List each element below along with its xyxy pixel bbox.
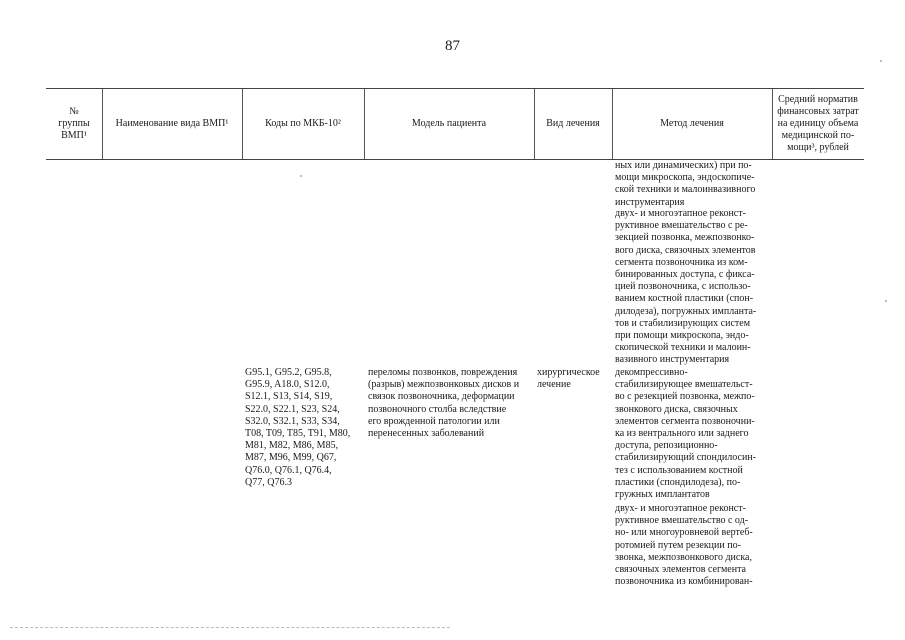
header-treatment-type: Вид лечения [546,118,600,129]
scan-speck [880,60,882,62]
scan-artifact-line [10,627,450,628]
scan-speck [300,175,302,177]
method-cell: двух- и многоэтапное реконст- руктивное вмешательство с од- но- или многоуровневой вертеб- ротомией путем резекции по- звонка, межпозвонкового диска, связочных элементов сегмента позвоночника из комбинирован- [615,503,753,588]
header-avg-cost: Средний норматив финансовых затрат на единицу объема медицинской по-мощи³, рублей [777,94,859,153]
header-patient-model: Модель пациента [411,118,487,129]
header-treatment-method: Метод лечения [660,118,724,129]
method-cell: ных или динамических) при по- мощи микроскопа, эндоскопиче- ской техники и малоинвазивного инструментария [615,160,756,208]
vmp-table [46,88,864,640]
method-cell: декомпрессивно- стабилизирующее вмешательст- во с резекцией позвонка, межпо- звонкового диска, связочных элементов сегмента позвоночни- ка из вентрального или заднего доступа, репозиционно- стабилизирующий спондилосин- тез с использованием костной пластики (спондилодеза), по- гружных имплантатов [615,367,756,501]
header-vmp-name: Наименование вида ВМП¹ [115,118,229,129]
scan-speck [885,300,887,302]
table-header [46,88,864,160]
header-group-no: № группы ВМП¹ [58,106,90,141]
icd-codes-cell: G95.1, G95.2, G95.8, G95.9, A18.0, S12.0, S12.1, S13, S14, S19, S22.0, S22.1, S23, S24, S32.0, S32.1, S33, S34, T08, T09, T85, T91, M80, M81, M82, M86, M85, M87, M96, M99, Q67, Q76.0, Q76.1, Q76.4, Q77, Q76.3 [245,367,351,488]
patient-model-cell: переломы позвонков, повреждения (разрыв) межпозвонковых дисков и связок позвоночника, деформации позвоночного столба вследствие его врожденной патологии или перенесенных заболеваний [368,367,520,440]
page-number: 87 [445,38,460,54]
treatment-type-cell: хирургическое лечение [537,367,600,391]
header-icd-codes: Коды по МКБ-10² [265,118,341,129]
method-cell: двух- и многоэтапное реконст- руктивное вмешательство с ре- зекцией позвонка, межпозвонко- вого диска, связочных элементов сегмента позвоночника из ком- бинированных доступа, с фикса- цией позвоночника, с использо- ванием костной пластики (спон- дилодеза), погружных импланта- тов и стабилизирующих систем при помощи микроскопа, эндо- скопической техники и малоин- вазивного инструментария [615,208,757,366]
